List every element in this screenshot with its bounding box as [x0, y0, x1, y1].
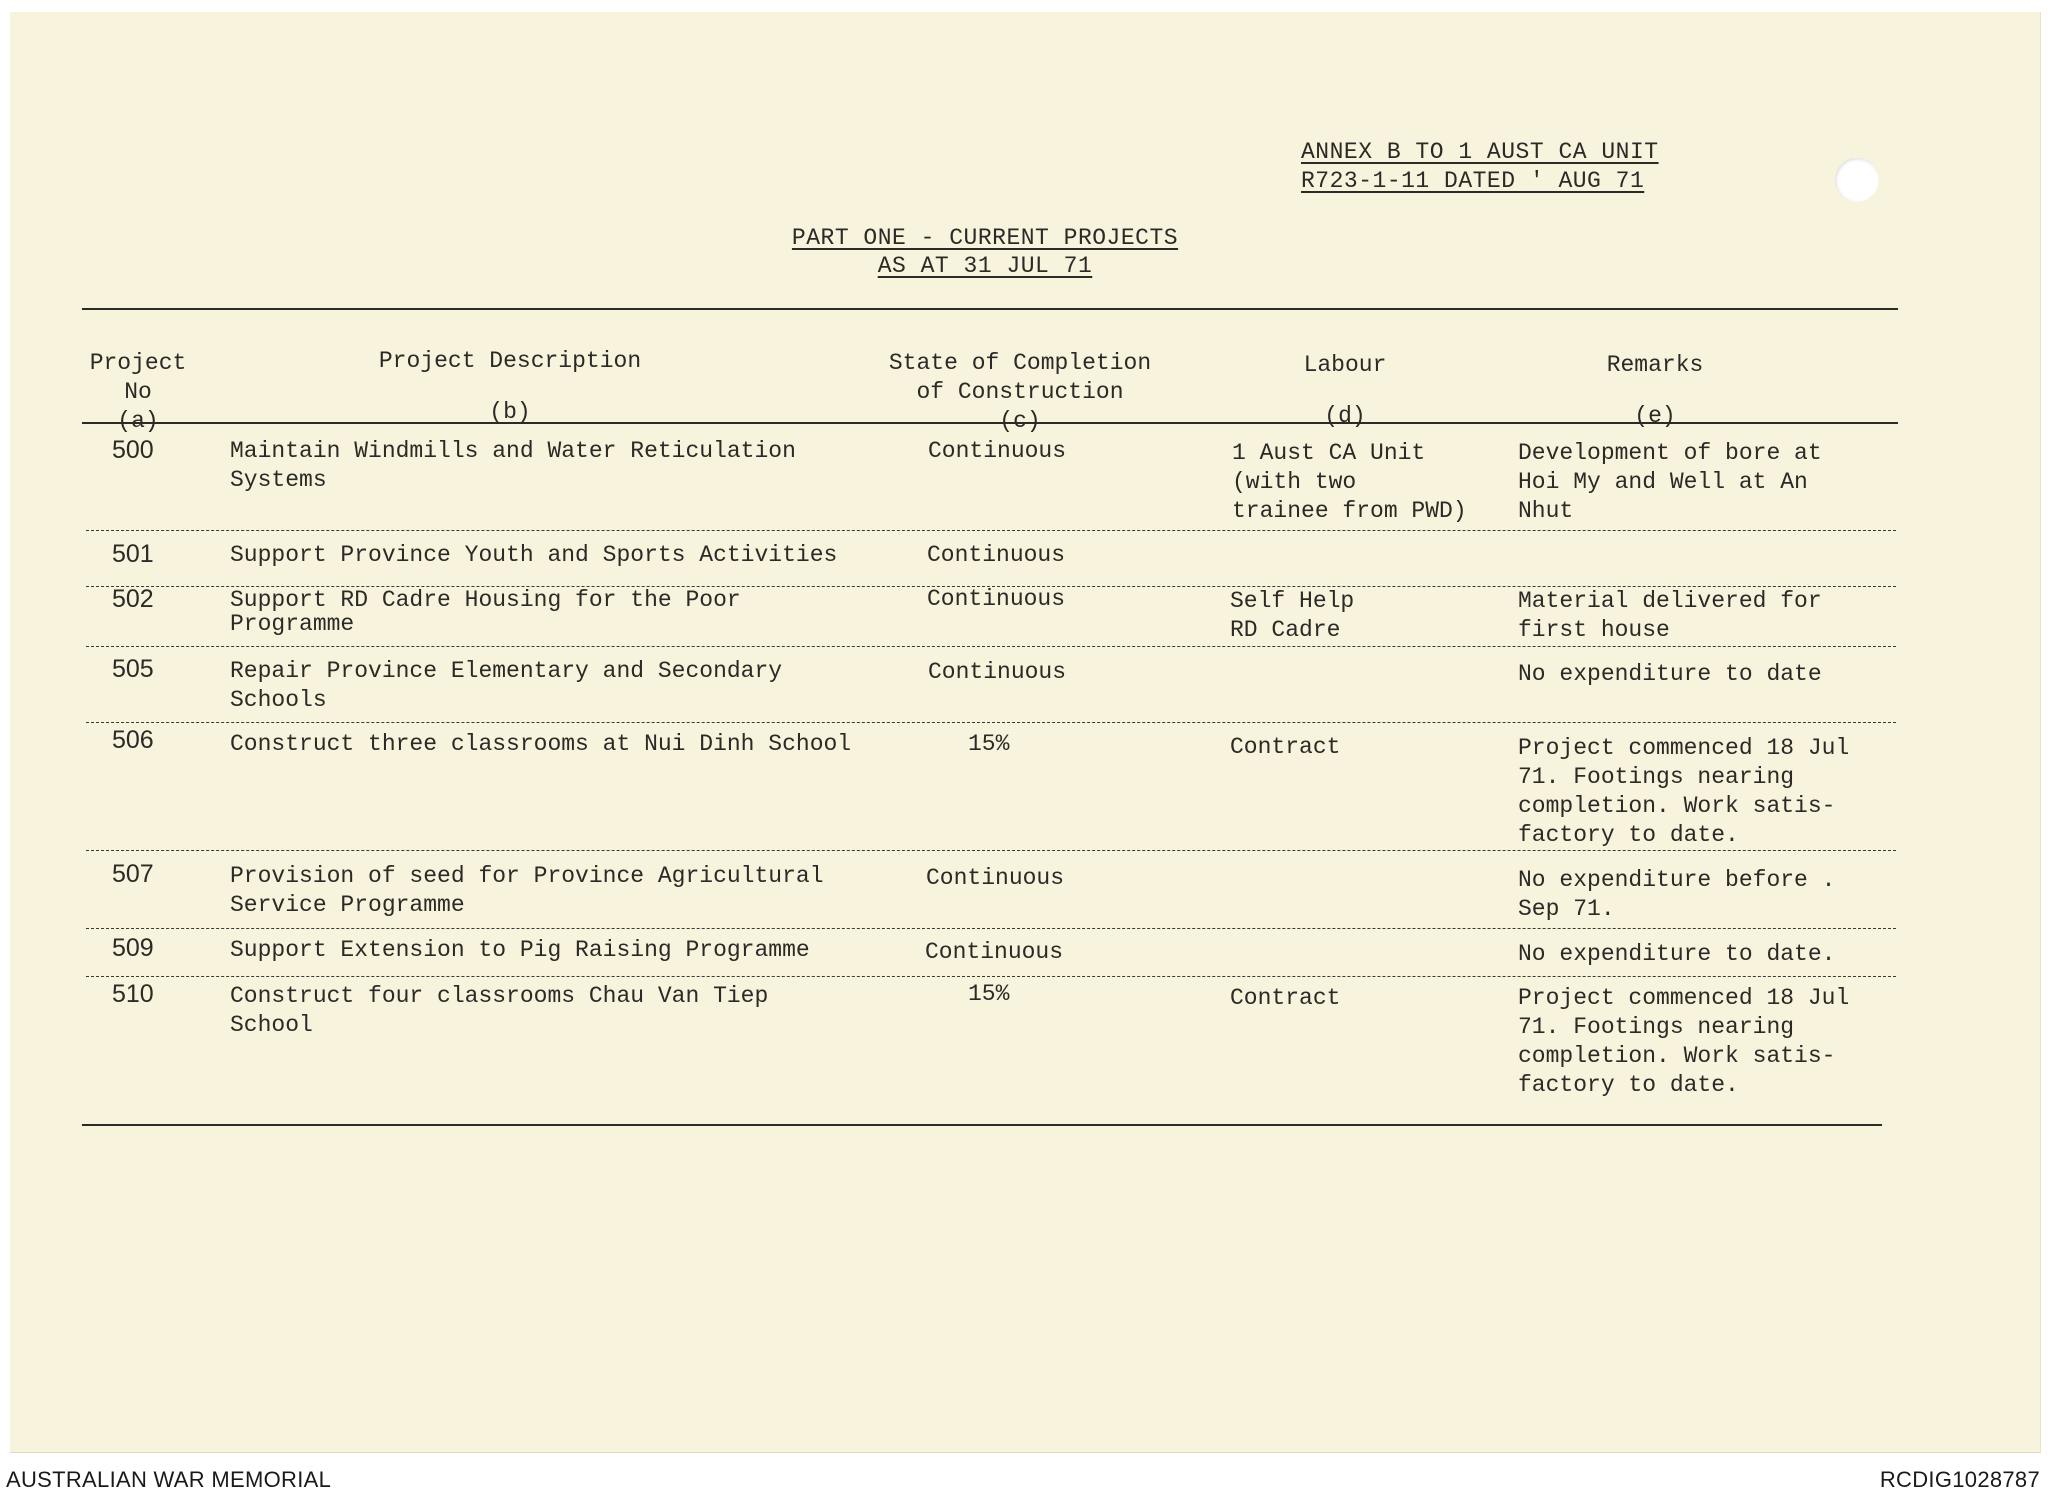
project-description: Support RD Cadre Housing for the Poor Programme	[230, 587, 741, 637]
row-divider	[86, 850, 1896, 851]
project-description: Construct three classrooms at Nui Dinh School	[230, 731, 852, 757]
project-no: 500	[112, 436, 154, 464]
labour: 1 Aust CA Unit (with two trainee from PWD)	[1232, 440, 1467, 524]
part-subtitle: AS AT 31 JUL 71	[877, 253, 1093, 279]
row-divider	[86, 722, 1896, 723]
row-divider	[86, 646, 1896, 647]
project-description: Maintain Windmills and Water Reticulation Systems	[230, 438, 796, 493]
header-description: Project Description (b)	[378, 348, 642, 425]
table-top-rule	[82, 308, 1898, 310]
table-bottom-rule	[82, 1124, 1882, 1126]
project-description: Construct four classrooms Chau Van Tiep School	[230, 983, 769, 1038]
completion-state: Continuous	[928, 659, 1067, 685]
part-title: PART ONE - CURRENT PROJECTS	[791, 225, 1179, 251]
annex-line-1: ANNEX B TO 1 AUST CA UNIT	[1301, 139, 1659, 165]
project-description: Repair Province Elementary and Secondary Schools	[230, 658, 783, 713]
remarks: No expenditure to date.	[1518, 941, 1836, 967]
remarks: Project commenced 18 Jul 71. Footings nearing completion. Work satis- factory to date.	[1518, 985, 1850, 1098]
project-no: 510	[112, 980, 154, 1008]
project-no: 506	[112, 726, 154, 754]
labour: Contract	[1230, 985, 1341, 1011]
remarks: No expenditure to date	[1518, 661, 1822, 687]
project-no: 509	[112, 934, 154, 962]
annex-line-2: R723-1-11 DATED ' AUG 71	[1301, 168, 1645, 194]
completion-state: Continuous	[928, 438, 1067, 464]
header-labour: Labour (d)	[1303, 352, 1387, 429]
header-state-of-completion: State of Completion of Construction (c)	[888, 350, 1152, 434]
completion-state: Continuous	[926, 865, 1065, 891]
project-no: 505	[112, 655, 154, 683]
part-heading	[730, 224, 1240, 280]
footer-record-id: RCDIG1028787	[1879, 1467, 2040, 1492]
row-divider	[86, 928, 1896, 929]
labour: Contract	[1230, 734, 1341, 760]
row-divider	[86, 530, 1896, 531]
project-no: 507	[112, 860, 154, 888]
remarks: No expenditure before . Sep 71.	[1518, 867, 1836, 922]
project-description: Support Province Youth and Sports Activities	[230, 542, 838, 568]
header-remarks: Remarks (e)	[1606, 352, 1704, 429]
completion-state: 15%	[968, 981, 1010, 1007]
punch-hole	[1835, 158, 1879, 202]
footer-source: AUSTRALIAN WAR MEMORIAL	[6, 1467, 332, 1492]
annex-reference	[1301, 138, 1659, 196]
row-divider	[86, 976, 1896, 977]
project-description: Provision of seed for Province Agricultural Service Programme	[230, 863, 824, 918]
completion-state: Continuous	[927, 586, 1066, 612]
project-no: 501	[112, 540, 154, 568]
remarks: Material delivered for first house	[1518, 588, 1822, 643]
completion-state: Continuous	[927, 542, 1066, 568]
project-no: 502	[112, 585, 154, 613]
completion-state: 15%	[968, 731, 1010, 757]
completion-state: Continuous	[925, 939, 1064, 965]
header-project-no: Project No (a)	[89, 350, 187, 434]
remarks: Development of bore at Hoi My and Well at An Nhut	[1518, 440, 1822, 524]
labour: Self Help RD Cadre	[1230, 588, 1355, 643]
remarks: Project commenced 18 Jul 71. Footings nearing completion. Work satis- factory to date.	[1518, 735, 1850, 848]
project-description: Support Extension to Pig Raising Programme	[230, 937, 810, 963]
